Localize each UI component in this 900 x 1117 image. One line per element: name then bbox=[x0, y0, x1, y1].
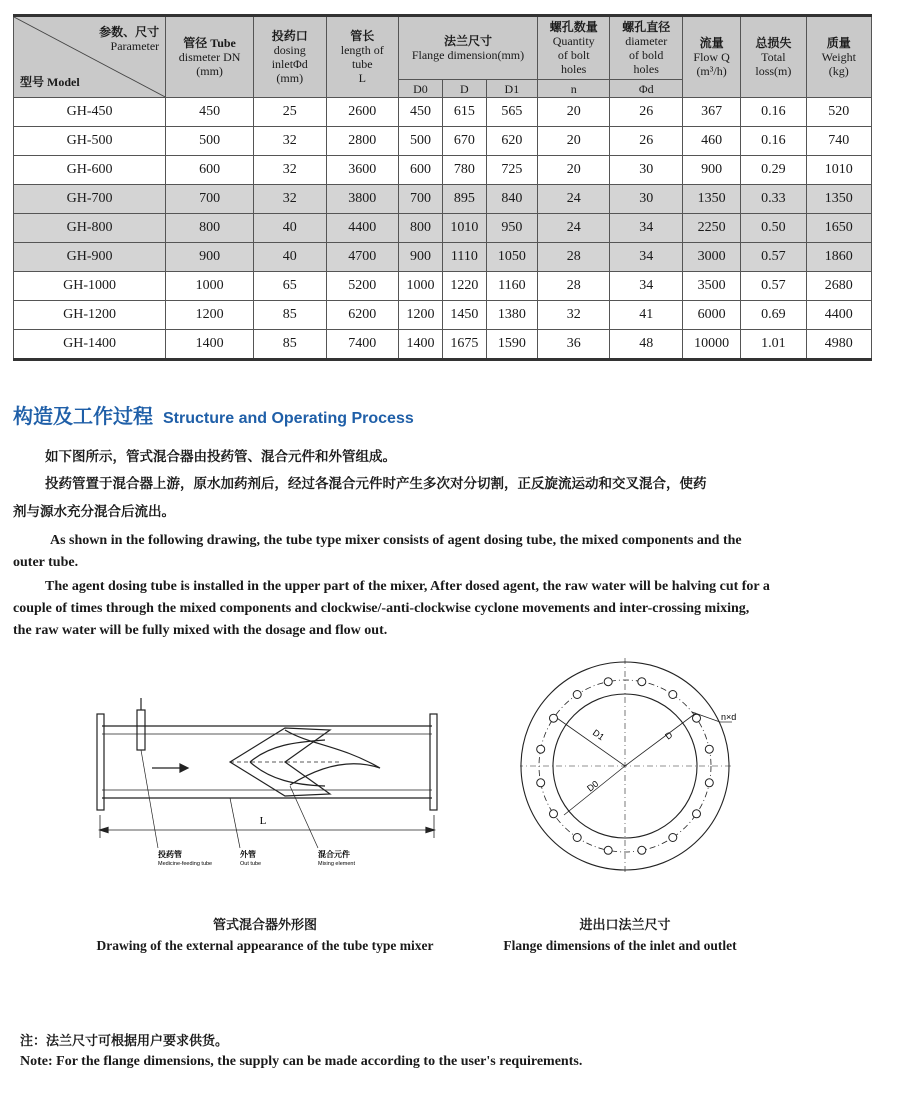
label-dosing-tube-en: Medicine-feeding tube bbox=[158, 861, 213, 867]
header-dosing-cn: 投药口 bbox=[271, 29, 308, 43]
cell-weight: 740 bbox=[806, 127, 871, 156]
length-label: L bbox=[259, 815, 267, 827]
dim-label-d: D bbox=[663, 729, 675, 742]
cell-flow: 6000 bbox=[682, 301, 740, 330]
header-weight-cn: 质量 bbox=[826, 36, 851, 50]
cell-flow: 10000 bbox=[682, 330, 740, 360]
cell-model: GH-800 bbox=[14, 214, 166, 243]
cell-d1: 1050 bbox=[486, 243, 537, 272]
cell-dosing: 32 bbox=[254, 127, 327, 156]
header-weight bbox=[806, 16, 871, 98]
cell-n: 20 bbox=[537, 127, 610, 156]
bolt-hole bbox=[573, 834, 581, 842]
cell-dn: 450 bbox=[166, 98, 254, 127]
header-bolt-dia-en2: of bold bbox=[629, 48, 664, 62]
corner-parameter-cn: 参数、尺寸 bbox=[99, 25, 160, 39]
cell-loss: 0.16 bbox=[741, 127, 806, 156]
dim-label-d1: D1 bbox=[590, 727, 607, 743]
cell-n: 24 bbox=[537, 214, 610, 243]
cell-d1: 620 bbox=[486, 127, 537, 156]
cell-loss: 0.50 bbox=[741, 214, 806, 243]
header-bolt-dia-en1: diameter bbox=[625, 34, 668, 48]
cell-length: 4700 bbox=[326, 243, 399, 272]
header-weight-en: Weight bbox=[821, 50, 856, 64]
cell-length: 2600 bbox=[326, 98, 399, 127]
bolt-hole bbox=[705, 745, 713, 753]
cell-phid: 26 bbox=[610, 127, 683, 156]
cell-model: GH-700 bbox=[14, 185, 166, 214]
dosing-tube bbox=[137, 710, 145, 750]
cell-length: 7400 bbox=[326, 330, 399, 360]
cell-length: 6200 bbox=[326, 301, 399, 330]
header-dosing-inlet bbox=[254, 16, 327, 98]
table-row bbox=[14, 98, 872, 127]
bolt-hole bbox=[537, 779, 545, 787]
cell-dosing: 25 bbox=[254, 98, 327, 127]
header-loss-cn: 总损失 bbox=[755, 36, 792, 50]
cell-weight: 1860 bbox=[806, 243, 871, 272]
cell-d: 1220 bbox=[442, 272, 486, 301]
bolt-hole bbox=[638, 846, 646, 854]
bolt-hole bbox=[693, 714, 701, 722]
cell-dn: 1200 bbox=[166, 301, 254, 330]
cell-d0: 450 bbox=[399, 98, 443, 127]
inlet-flange bbox=[97, 714, 104, 810]
flange-caption-en: Flange dimensions of the inlet and outlet bbox=[503, 938, 737, 953]
bolt-hole bbox=[705, 779, 713, 787]
cell-model: GH-1000 bbox=[14, 272, 166, 301]
header-weight-unit: (kg) bbox=[828, 64, 849, 78]
spec-table bbox=[13, 14, 872, 361]
header-flow bbox=[682, 16, 740, 98]
cell-flow: 460 bbox=[682, 127, 740, 156]
subheader-d: D bbox=[442, 80, 486, 98]
cell-dn: 700 bbox=[166, 185, 254, 214]
cell-d0: 1200 bbox=[399, 301, 443, 330]
cell-weight: 1010 bbox=[806, 156, 871, 185]
label-outer-tube-en: Out tube bbox=[240, 861, 262, 867]
cell-dosing: 40 bbox=[254, 214, 327, 243]
note-cn: 注：法兰尺寸可根据用户要求供货。 bbox=[20, 1034, 229, 1049]
cell-n: 28 bbox=[537, 243, 610, 272]
cell-loss: 0.33 bbox=[741, 185, 806, 214]
cell-phid: 34 bbox=[610, 243, 683, 272]
cell-d1: 1590 bbox=[486, 330, 537, 360]
cell-d0: 800 bbox=[399, 214, 443, 243]
cell-dn: 500 bbox=[166, 127, 254, 156]
cell-loss: 0.57 bbox=[741, 272, 806, 301]
cell-flow: 2250 bbox=[682, 214, 740, 243]
cell-flow: 1350 bbox=[682, 185, 740, 214]
header-tube-dn-cn: 管径 Tube bbox=[183, 36, 236, 50]
cell-d0: 500 bbox=[399, 127, 443, 156]
cell-dn: 1400 bbox=[166, 330, 254, 360]
label-mixing-element-cn: 混合元件 bbox=[318, 850, 350, 859]
cell-dosing: 40 bbox=[254, 243, 327, 272]
cell-dosing: 32 bbox=[254, 185, 327, 214]
header-loss-en: Total bbox=[761, 50, 786, 64]
bolt-hole bbox=[550, 810, 558, 818]
cell-d1: 840 bbox=[486, 185, 537, 214]
flange-dimension-drawing bbox=[520, 650, 750, 882]
cell-d: 780 bbox=[442, 156, 486, 185]
outlet-flange bbox=[430, 714, 437, 810]
cell-dosing: 85 bbox=[254, 301, 327, 330]
header-flow-unit: (m³/h) bbox=[696, 64, 727, 78]
cell-d1: 1380 bbox=[486, 301, 537, 330]
section-title-cn: 构造及工作过程 bbox=[13, 404, 153, 428]
header-length-en2: tube bbox=[351, 57, 373, 71]
header-flow-cn: 流量 bbox=[699, 36, 724, 50]
cell-n: 28 bbox=[537, 272, 610, 301]
cell-d1: 950 bbox=[486, 214, 537, 243]
cell-model: GH-1200 bbox=[14, 301, 166, 330]
cell-flow: 3000 bbox=[682, 243, 740, 272]
cell-d: 895 bbox=[442, 185, 486, 214]
cell-flow: 3500 bbox=[682, 272, 740, 301]
cell-d0: 600 bbox=[399, 156, 443, 185]
header-bolt-diameter bbox=[610, 16, 683, 80]
header-bolt-quantity bbox=[537, 16, 610, 80]
cell-length: 3600 bbox=[326, 156, 399, 185]
subheader-n: n bbox=[537, 80, 610, 98]
cell-loss: 0.69 bbox=[741, 301, 806, 330]
paragraph-en-2a: The agent dosing tube is installed in the upper part of the mixer, After dosed agent, the raw water will be halving cut for a bbox=[45, 579, 770, 594]
cell-d: 1675 bbox=[442, 330, 486, 360]
radius-d bbox=[625, 713, 696, 766]
bolt-hole bbox=[604, 846, 612, 854]
cell-phid: 41 bbox=[610, 301, 683, 330]
bolt-hole bbox=[550, 714, 558, 722]
header-tube-dn bbox=[166, 16, 254, 98]
paragraph-cn-2b: 剂与源水充分混合后流出。 bbox=[13, 504, 175, 520]
cell-length: 4400 bbox=[326, 214, 399, 243]
cell-dn: 800 bbox=[166, 214, 254, 243]
mixer-caption-en: Drawing of the external appearance of the tube type mixer bbox=[96, 938, 434, 953]
cell-phid: 30 bbox=[610, 156, 683, 185]
cell-dosing: 65 bbox=[254, 272, 327, 301]
header-loss-unit: loss(m) bbox=[755, 64, 792, 78]
label-outer-tube-cn: 外管 bbox=[240, 850, 256, 859]
cell-n: 20 bbox=[537, 156, 610, 185]
table-row bbox=[14, 330, 872, 360]
table-row bbox=[14, 214, 872, 243]
header-tube-dn-en: dismeter DN bbox=[178, 50, 241, 64]
cell-n: 24 bbox=[537, 185, 610, 214]
paragraph-cn-1: 如下图所示，管式混合器由投药管、混合元件和外管组成。 bbox=[45, 449, 396, 465]
cell-d1: 1160 bbox=[486, 272, 537, 301]
cell-loss: 0.16 bbox=[741, 98, 806, 127]
cell-weight: 1350 bbox=[806, 185, 871, 214]
header-bolt-qty-en1: Quantity bbox=[552, 34, 595, 48]
header-bolt-qty-unit: holes bbox=[561, 62, 587, 76]
paragraph-cn-2a: 投药管置于混合器上游，原水加药剂后，经过各混合元件时产生多次对分切割，正反旋流运动和交叉混合，使药 bbox=[45, 476, 707, 492]
table-row bbox=[14, 272, 872, 301]
mixer-caption-cn: 管式混合器外形图 bbox=[212, 918, 317, 933]
header-tube-length bbox=[326, 16, 399, 98]
cell-flow: 367 bbox=[682, 98, 740, 127]
cell-weight: 2680 bbox=[806, 272, 871, 301]
paragraph-en-2b: couple of times through the mixed components and clockwise/-anti-clockwise cyclone movements and inter-crossing mixing, bbox=[13, 601, 750, 616]
cell-model: GH-900 bbox=[14, 243, 166, 272]
cell-length: 5200 bbox=[326, 272, 399, 301]
header-tube-dn-unit: (mm) bbox=[196, 64, 223, 78]
dim-label-d0: D0 bbox=[585, 778, 601, 794]
cell-d: 1110 bbox=[442, 243, 486, 272]
bolt-hole bbox=[573, 691, 581, 699]
subheader-phid: Φd bbox=[610, 80, 683, 98]
cell-dn: 600 bbox=[166, 156, 254, 185]
cell-phid: 30 bbox=[610, 185, 683, 214]
cell-n: 20 bbox=[537, 98, 610, 127]
cell-d1: 725 bbox=[486, 156, 537, 185]
header-dosing-en2: inletΦd bbox=[271, 57, 308, 71]
bolt-hole bbox=[669, 691, 677, 699]
section-title-en: Structure and Operating Process bbox=[163, 410, 414, 427]
cell-d: 1450 bbox=[442, 301, 486, 330]
subheader-d0: D0 bbox=[399, 80, 443, 98]
cell-weight: 1650 bbox=[806, 214, 871, 243]
table-row bbox=[14, 127, 872, 156]
cell-d0: 1000 bbox=[399, 272, 443, 301]
cell-loss: 1.01 bbox=[741, 330, 806, 360]
header-length-en1: length of bbox=[340, 43, 384, 57]
cell-model: GH-450 bbox=[14, 98, 166, 127]
cell-loss: 0.57 bbox=[741, 243, 806, 272]
header-flange-cn: 法兰尺寸 bbox=[443, 34, 492, 48]
table-row bbox=[14, 301, 872, 330]
bolt-hole bbox=[604, 678, 612, 686]
cell-phid: 34 bbox=[610, 272, 683, 301]
header-flange-en: Flange dimension(mm) bbox=[411, 48, 525, 62]
cell-length: 2800 bbox=[326, 127, 399, 156]
cell-weight: 4980 bbox=[806, 330, 871, 360]
bolt-hole bbox=[537, 745, 545, 753]
table-row bbox=[14, 185, 872, 214]
corner-model-label: 型号 Model bbox=[20, 75, 80, 89]
cell-d: 615 bbox=[442, 98, 486, 127]
cell-phid: 48 bbox=[610, 330, 683, 360]
cell-weight: 4400 bbox=[806, 301, 871, 330]
cell-weight: 520 bbox=[806, 98, 871, 127]
cell-dosing: 32 bbox=[254, 156, 327, 185]
cell-loss: 0.29 bbox=[741, 156, 806, 185]
header-corner bbox=[14, 16, 166, 98]
header-flow-en: Flow Q bbox=[693, 50, 730, 64]
cell-flow: 900 bbox=[682, 156, 740, 185]
cell-model: GH-1400 bbox=[14, 330, 166, 360]
cell-length: 3800 bbox=[326, 185, 399, 214]
paragraph-en-1a: As shown in the following drawing, the tube type mixer consists of agent dosing tube, the mixed components and the bbox=[50, 533, 742, 548]
cell-dn: 1000 bbox=[166, 272, 254, 301]
cell-d0: 900 bbox=[399, 243, 443, 272]
section-heading bbox=[13, 400, 414, 429]
cell-d1: 565 bbox=[486, 98, 537, 127]
radius-d1 bbox=[554, 716, 625, 766]
header-dosing-unit: (mm) bbox=[276, 71, 304, 85]
cell-d0: 700 bbox=[399, 185, 443, 214]
subheader-d1: D1 bbox=[486, 80, 537, 98]
label-mixing-element-en: Mixing element bbox=[318, 861, 355, 867]
header-length-cn: 管长 bbox=[350, 29, 375, 43]
cell-d0: 1400 bbox=[399, 330, 443, 360]
header-length-unit: L bbox=[358, 71, 366, 85]
cell-model: GH-500 bbox=[14, 127, 166, 156]
spec-table-body bbox=[14, 98, 872, 360]
bolt-hole bbox=[693, 810, 701, 818]
cell-model: GH-600 bbox=[14, 156, 166, 185]
cell-n: 36 bbox=[537, 330, 610, 360]
cell-phid: 34 bbox=[610, 214, 683, 243]
flange-caption-cn: 进出口法兰尺寸 bbox=[579, 918, 671, 933]
header-bolt-dia-unit: holes bbox=[633, 62, 659, 76]
table-row bbox=[14, 156, 872, 185]
bolt-hole bbox=[669, 834, 677, 842]
corner-parameter-en: Parameter bbox=[110, 39, 160, 53]
bolt-hole bbox=[638, 678, 646, 686]
dim-label-nxd: n×d bbox=[721, 712, 737, 722]
label-dosing-tube-cn: 投药管 bbox=[158, 850, 182, 859]
cell-d: 670 bbox=[442, 127, 486, 156]
header-dosing-en1: dosing bbox=[273, 43, 306, 57]
header-total-loss bbox=[741, 16, 806, 98]
cell-dn: 900 bbox=[166, 243, 254, 272]
header-bolt-qty-cn: 螺孔数量 bbox=[549, 20, 598, 34]
cell-n: 32 bbox=[537, 301, 610, 330]
cell-d: 1010 bbox=[442, 214, 486, 243]
header-flange-dimension bbox=[399, 16, 538, 80]
table-row bbox=[14, 243, 872, 272]
cell-dosing: 85 bbox=[254, 330, 327, 360]
paragraph-en-2c: the raw water will be fully mixed with the dosage and flow out. bbox=[13, 623, 388, 638]
mixer-external-drawing bbox=[80, 690, 450, 880]
header-bolt-dia-cn: 螺孔直径 bbox=[622, 20, 671, 34]
note-en: Note: For the flange dimensions, the supply can be made according to the user's requirements. bbox=[20, 1054, 583, 1069]
cell-phid: 26 bbox=[610, 98, 683, 127]
paragraph-en-1b: outer tube. bbox=[13, 555, 79, 570]
header-bolt-qty-en2: of bolt bbox=[557, 48, 590, 62]
